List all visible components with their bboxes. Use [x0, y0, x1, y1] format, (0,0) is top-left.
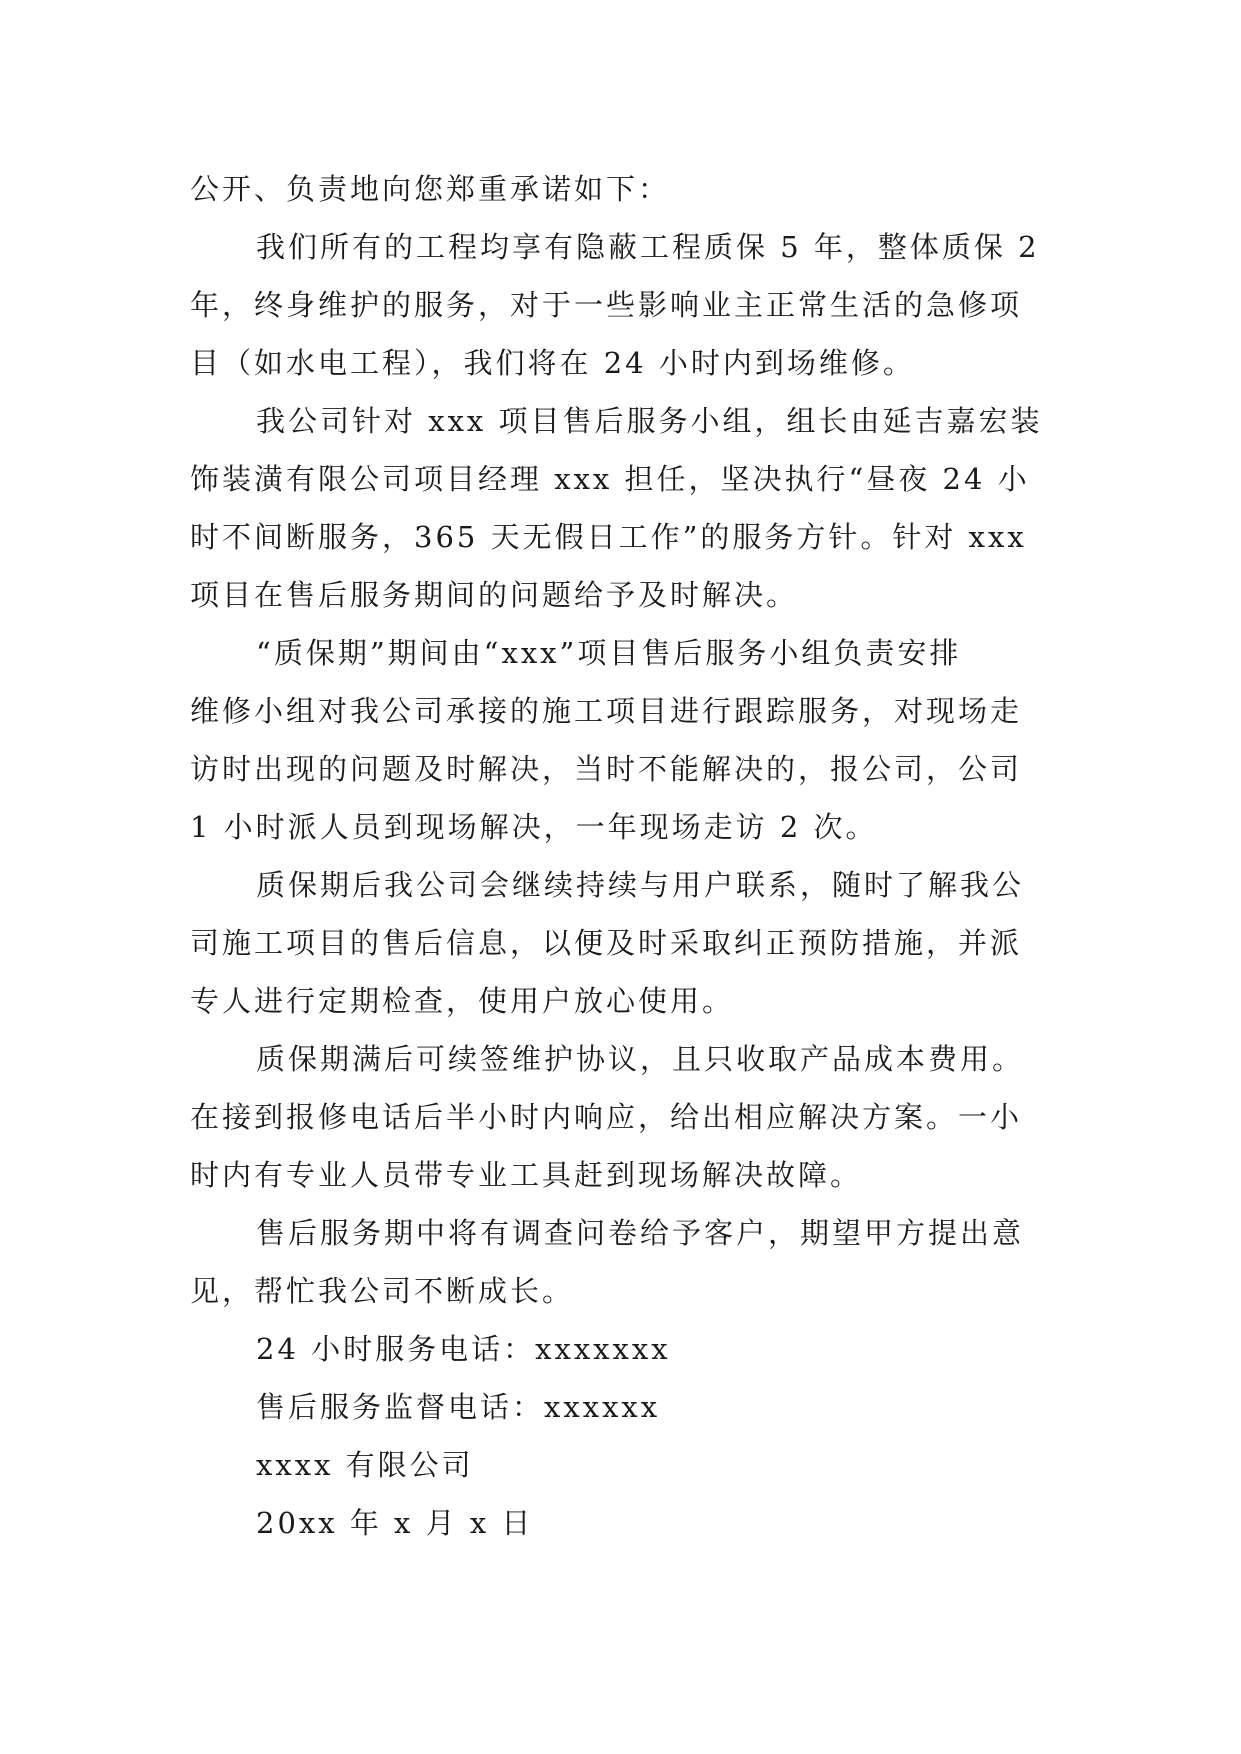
text-line: 访时出现的问题及时解决，当时不能解决的，报公司，公司 [190, 752, 1023, 786]
text-line: 饰装潢有限公司项目经理 xxx 担任，坚决执行“昼夜 24 小 [190, 462, 1030, 496]
text-line: 维修小组对我公司承接的施工项目进行跟踪服务，对现场走 [190, 694, 1023, 728]
text-line: 时不间断服务，365 天无假日工作”的服务方针。针对 xxx [190, 520, 1027, 554]
text-line: 见，帮忙我公司不断成长。 [190, 1274, 575, 1308]
text-line: 售后服务期中将有调查问卷给予客户，期望甲方提出意 [256, 1216, 1025, 1250]
text-line: “质保期”期间由“xxx”项目售后服务小组负责安排 [256, 636, 962, 670]
text-line: 公开、负责地向您郑重承诺如下： [190, 172, 671, 206]
document-date: 20xx 年 x 月 x 日 [256, 1506, 534, 1540]
text-line: 项目在售后服务期间的问题给予及时解决。 [190, 578, 799, 612]
document-body [190, 160, 1070, 1552]
text-line: 时内有专业人员带专业工具赶到现场解决故障。 [190, 1158, 863, 1192]
text-line: 我公司针对 xxx 项目售后服务小组，组长由延吉嘉宏装 [256, 404, 1043, 438]
text-line: 1 小时派人员到现场解决，一年现场走访 2 次。 [190, 810, 878, 844]
company-name: xxxx 有限公司 [256, 1448, 474, 1482]
text-line: 专人进行定期检查，使用户放心使用。 [190, 984, 735, 1018]
text-line: 年，终身维护的服务，对于一些影响业主正常生活的急修项 [190, 288, 1023, 322]
text-line: 我们所有的工程均享有隐蔽工程质保 5 年，整体质保 2 [256, 230, 1040, 264]
text-line: 质保期满后可续签维护协议，且只收取产品成本费用。 [256, 1042, 1025, 1076]
text-line: 目（如水电工程），我们将在 24 小时内到场维修。 [190, 346, 915, 380]
text-line: 在接到报修电话后半小时内响应，给出相应解决方案。一小 [190, 1100, 1023, 1134]
contact-phone: 24 小时服务电话：xxxxxxx [256, 1332, 671, 1366]
text-line: 司施工项目的售后信息，以便及时采取纠正预防措施，并派 [190, 926, 1023, 960]
supervision-phone: 售后服务监督电话：xxxxxx [256, 1390, 661, 1424]
text-line: 质保期后我公司会继续持续与用户联系，随时了解我公 [256, 868, 1025, 902]
